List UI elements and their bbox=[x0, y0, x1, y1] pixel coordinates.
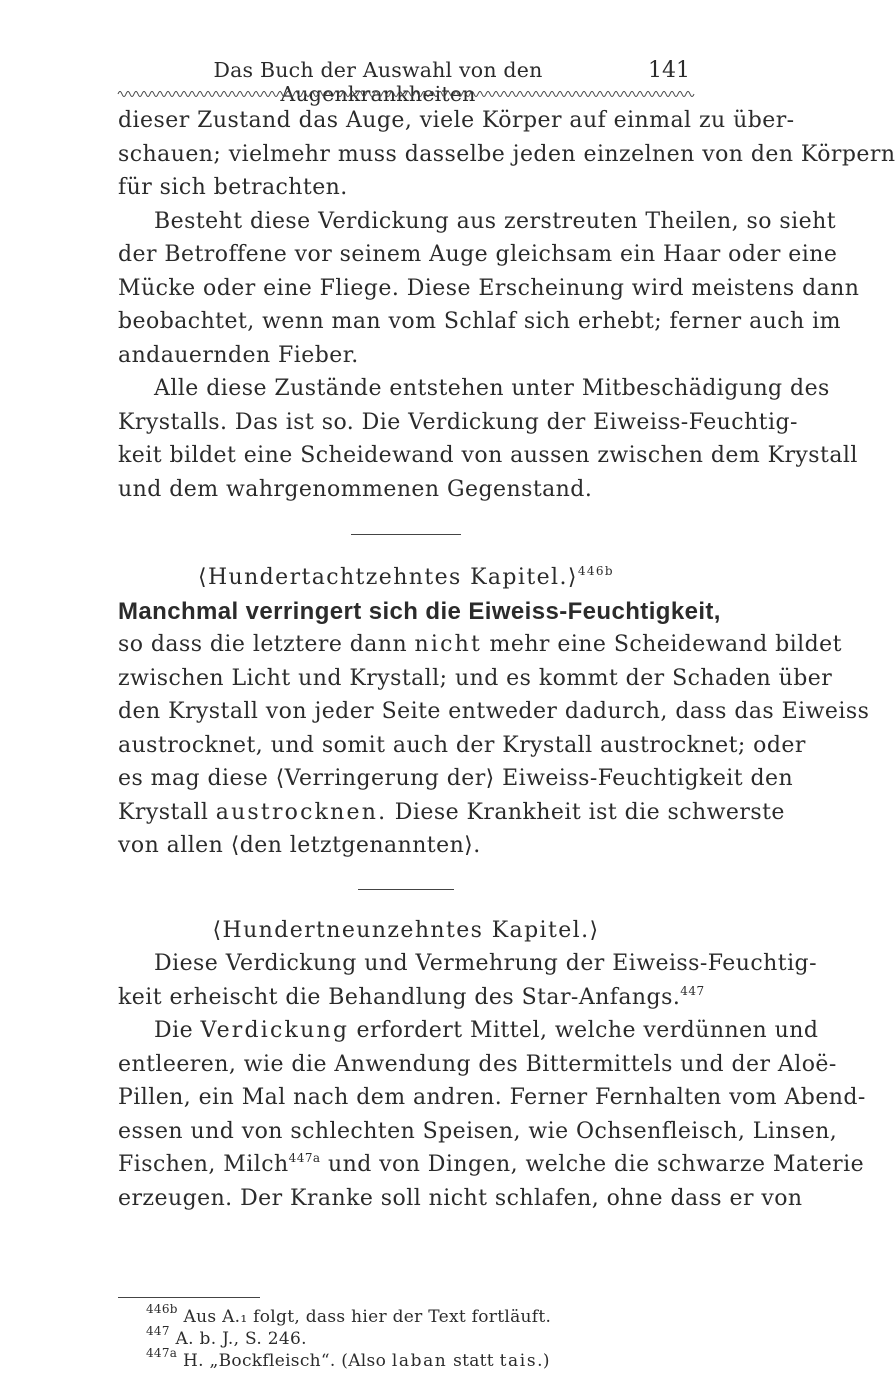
footnote: $^{447}$ A. b. J., S. 246. bbox=[146, 1324, 307, 1349]
page-number: 141 bbox=[648, 58, 690, 83]
text-line: so dass die letztere dann nicht mehr eine Scheidewand bildet bbox=[118, 632, 842, 657]
text-line: keit bildet eine Scheidewand von aussen zwischen dem Krystall bbox=[118, 443, 858, 468]
text-line: dieser Zustand das Auge, viele Körper auf einmal zu über- bbox=[118, 108, 795, 133]
text-line: den Krystall von jeder Seite entweder dadurch, dass das Eiweiss bbox=[118, 699, 870, 724]
text-line: von allen ⟨den letztgenannten⟩. bbox=[118, 833, 481, 858]
text-line: erzeugen. Der Kranke soll nicht schlafen, ohne dass er von bbox=[118, 1185, 803, 1211]
text-line: Alle diese Zustände entstehen unter Mitbeschädigung des bbox=[154, 376, 830, 401]
text-line: austrocknet, und somit auch der Krystall austrocknet; oder bbox=[118, 732, 806, 758]
footnote-ref: 447 bbox=[680, 983, 705, 998]
text-line: Die Verdickung erfordert Mittel, welche verdünnen und bbox=[154, 1018, 819, 1043]
text-line: der Betroffene vor seinem Auge gleichsam ein Haar oder eine bbox=[118, 242, 838, 267]
chapter-title: ⟨Hundertneunzehntes Kapitel.⟩ bbox=[212, 917, 600, 943]
text-line: Diese Verdickung und Vermehrung der Eiweiss-Feuchtig- bbox=[154, 951, 817, 976]
text-line: für sich betrachten. bbox=[118, 175, 348, 200]
text-line: Pillen, ein Mal nach dem andren. Ferner Fernhalten vom Abend- bbox=[118, 1085, 866, 1110]
text-line: andauernden Fieber. bbox=[118, 342, 359, 368]
footnote: $^{446b}$ Aus A.₁ folgt, dass hier der Text fortläuft. bbox=[146, 1302, 552, 1327]
wavy-rule-ornament bbox=[118, 88, 694, 100]
text-line: und dem wahrgenommenen Gegenstand. bbox=[118, 476, 593, 502]
footnote-ref: 447a bbox=[288, 1151, 321, 1165]
footnote-ref: 446b bbox=[577, 564, 615, 578]
footnote-rule bbox=[118, 1297, 260, 1298]
text-line: Fischen, Milch$^{447a}$ und von Dingen, welche die schwarze Materie bbox=[118, 1151, 865, 1177]
chapter-title: ⟨Hundertachtzehntes Kapitel.⟩$^{446b}$ bbox=[197, 564, 615, 590]
text-line: Krystall austrocknen. Diese Krankheit ist die schwerste bbox=[118, 799, 785, 825]
text-line: Besteht diese Verdickung aus zerstreuten Theilen, so sieht bbox=[154, 208, 837, 234]
text-line: essen und von schlechten Speisen, wie Ochsenfleisch, Linsen, bbox=[118, 1118, 838, 1144]
running-title: Das Buch der Auswahl von den Augenkrankheiten bbox=[213, 58, 543, 106]
text-line: beobachtet, wenn man vom Schlaf sich erhebt; ferner auch im bbox=[118, 309, 841, 334]
text-line: entleeren, wie die Anwendung des Bittermittels und der Aloë- bbox=[118, 1051, 837, 1077]
running-header bbox=[118, 58, 690, 106]
text-line: es mag diese ⟨Verringerung der⟩ Eiweiss-Feuchtigkeit den bbox=[118, 766, 794, 791]
text-line: zwischen Licht und Krystall; und es kommt der Schaden über bbox=[118, 665, 833, 691]
text-line: Krystalls. Das ist so. Die Verdickung der Eiweiss-Feuchtig- bbox=[118, 409, 798, 435]
main-text bbox=[118, 104, 895, 1215]
text-line: schauen; vielmehr muss dasselbe jeden einzelnen von den Körpern bbox=[118, 141, 895, 167]
text-line: keit erheischt die Behandlung des Star-Anfangs.$^{447}$ bbox=[118, 983, 705, 1010]
section-heading: Manchmal verringert sich die Eiweiss-Feuchtigkeit, bbox=[118, 597, 721, 625]
text-line: Mücke oder eine Fliege. Diese Erscheinung wird meistens dann bbox=[118, 275, 860, 301]
footnotes bbox=[118, 1302, 694, 1372]
footnote: $^{447a}$ H. „Bockfleisch“. (Also laban statt tais.) bbox=[146, 1346, 550, 1371]
